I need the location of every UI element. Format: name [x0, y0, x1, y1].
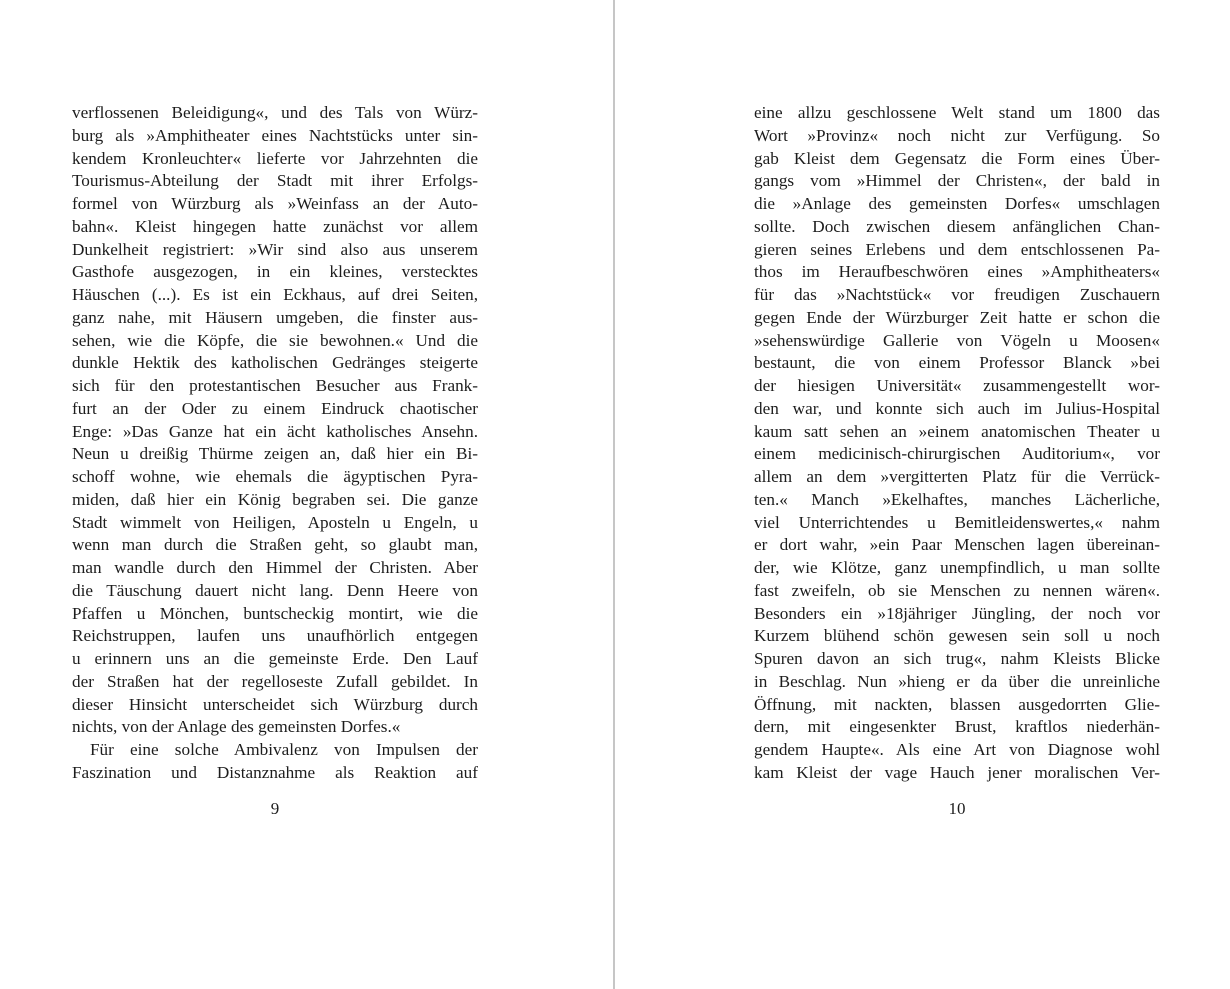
text-line: Öffnung, mit nackten, blassen ausgedorrten Glie- [754, 694, 1160, 714]
text-line: allem an dem »vergitterten Platz für die Verrück- [754, 467, 1160, 486]
page-number-right: 10 [948, 799, 966, 818]
page-number-left: 9 [270, 799, 280, 818]
text-line: Gasthofe ausgezogen, in ein kleines, verstecktes [72, 262, 478, 282]
text-line: Tourismus-Abteilung der Stadt mit ihrer Erfolgs- [72, 171, 478, 191]
text-line: eine allzu geschlossene Welt stand um 1800 das [754, 103, 1160, 122]
text-line: dunkle Hektik des katholischen Gedränges steigerte [72, 353, 478, 373]
text-line: den war, und konnte sich auch im Julius-Hospital [754, 398, 1160, 418]
text-line: wenn man durch die Straßen geht, so glaubt man, [72, 535, 478, 555]
text-line: burg als »Amphitheater eines Nachtstücks unter sin- [72, 125, 478, 145]
text-line: gab Kleist dem Gegensatz die Form eines Über- [754, 148, 1160, 168]
text-line: u erinnern uns an die gemeinste Erde. Den Lauf [72, 649, 478, 668]
text-line: kaum satt sehen an »einem anatomischen Theater u [754, 421, 1160, 441]
text-line: bestaunt, die von einem Professor Blanck »bei [754, 353, 1160, 373]
right-page-text [754, 102, 1160, 785]
text-line: verflossenen Beleidigung«, und des Tals von Würz- [72, 103, 478, 122]
text-line: Neun u dreißig Thürme zeigen an, daß hier ein Bi- [72, 444, 478, 464]
text-line: gegen Ende der Würzburger Zeit hatte er schon die [754, 307, 1160, 327]
text-line: in Beschlag. Nun »hieng er da über die unreinliche [754, 671, 1160, 691]
text-line: einem medicinisch-chirurgischen Auditorium«, vor [754, 444, 1160, 464]
text-line: Kurzem blühend schön gewesen sein soll u noch [754, 626, 1160, 646]
text-line: nichts, von der Anlage des gemeinsten Dorfes.« [72, 717, 401, 737]
text-line: gangs vom »Himmel der Christen«, der bald in [754, 171, 1160, 191]
text-line: der hiesigen Universität« zusammengestellt wor- [754, 376, 1160, 395]
text-line: gieren seines Erlebens und dem entschlossenen Pa- [754, 239, 1160, 259]
text-line: gendem Haupte«. Als eine Art von Diagnose wohl [754, 740, 1160, 759]
text-line: man wandle durch den Himmel der Christen. Aber [72, 558, 478, 577]
page-gutter [613, 0, 615, 989]
text-line: Wort »Provinz« noch nicht zur Verfügung. So [754, 125, 1160, 145]
text-line: der Straßen hat der regelloseste Zufall gebildet. In [72, 671, 478, 691]
text-line: Spuren davon an sich trug«, nahm Kleists Blicke [754, 649, 1160, 668]
text-line: dern, mit eingesenkter Brust, kraftlos niederhän- [754, 717, 1160, 737]
text-line: Enge: »Das Ganze hat ein ächt katholisches Ansehn. [72, 421, 478, 441]
text-line: miden, daß hier ein König begraben sei. Die ganze [72, 489, 478, 509]
text-line: Dunkelheit registriert: »Wir sind also aus unserem [72, 239, 478, 259]
text-line: der, wie Klötze, ganz unempfindlich, u man sollte [754, 558, 1160, 577]
text-line: viel Unterrichtendes u Bemitleidenswertes,« nahm [754, 512, 1160, 532]
text-line: die Täuschung dauert nicht lang. Denn Heere von [72, 580, 478, 600]
text-line: sollte. Doch zwischen diesem anfänglichen Chan- [754, 216, 1160, 236]
left-page-text [72, 102, 478, 785]
text-line: furt an der Oder zu einem Eindruck chaotischer [72, 398, 478, 418]
text-line: thos im Heraufbeschwören eines »Amphitheaters« [754, 262, 1160, 282]
text-line: schoff wohne, wie ehemals die ägyptischen Pyra- [72, 467, 478, 486]
text-line: für das »Nachtstück« vor freudigen Zuschauern [754, 285, 1160, 304]
text-line: die »Anlage des gemeinsten Dorfes« umschlagen [754, 194, 1160, 213]
text-line: Besonders ein »18jähriger Jüngling, der noch vor [754, 603, 1160, 623]
text-line: Reichstruppen, laufen uns unaufhörlich entgegen [72, 626, 478, 646]
text-line: ganz nahe, mit Häusern umgeben, die finster aus- [72, 307, 478, 327]
text-line: Faszination und Distanznahme als Reaktion auf [72, 762, 478, 782]
text-line: sich für den protestantischen Besucher aus Frank- [72, 376, 478, 395]
text-line: formel von Würzburg als »Weinfass an der Auto- [72, 194, 478, 213]
text-line: er dort wahr, »ein Paar Menschen lagen übereinan- [754, 535, 1160, 555]
text-line: kam Kleist der vage Hauch jener moralischen Ver- [754, 762, 1160, 782]
text-line: ten.« Manch »Ekelhaftes, manches Lächerliche, [754, 489, 1160, 509]
text-line: kendem Kronleuchter« lieferte vor Jahrzehnten die [72, 148, 478, 168]
text-line: Häuschen (...). Es ist ein Eckhaus, auf drei Seiten, [72, 285, 478, 304]
text-line: Stadt wimmelt von Heiligen, Aposteln u Engeln, u [72, 512, 478, 532]
paragraph-first-line: Für eine solche Ambivalenz von Impulsen der [90, 740, 478, 759]
text-line: »sehenswürdige Gallerie von Vögeln u Moosen« [754, 330, 1160, 350]
text-line: Pfaffen u Mönchen, buntscheckig montirt, wie die [72, 603, 478, 623]
text-line: fast zweifeln, ob sie Menschen zu nennen wären«. [754, 580, 1160, 600]
text-line: sehen, wie die Köpfe, die sie bewohnen.« Und die [72, 330, 478, 350]
text-line: bahn«. Kleist hingegen hatte zunächst vor allem [72, 216, 478, 236]
text-line: dieser Hinsicht unterscheidet sich Würzburg durch [72, 694, 478, 714]
